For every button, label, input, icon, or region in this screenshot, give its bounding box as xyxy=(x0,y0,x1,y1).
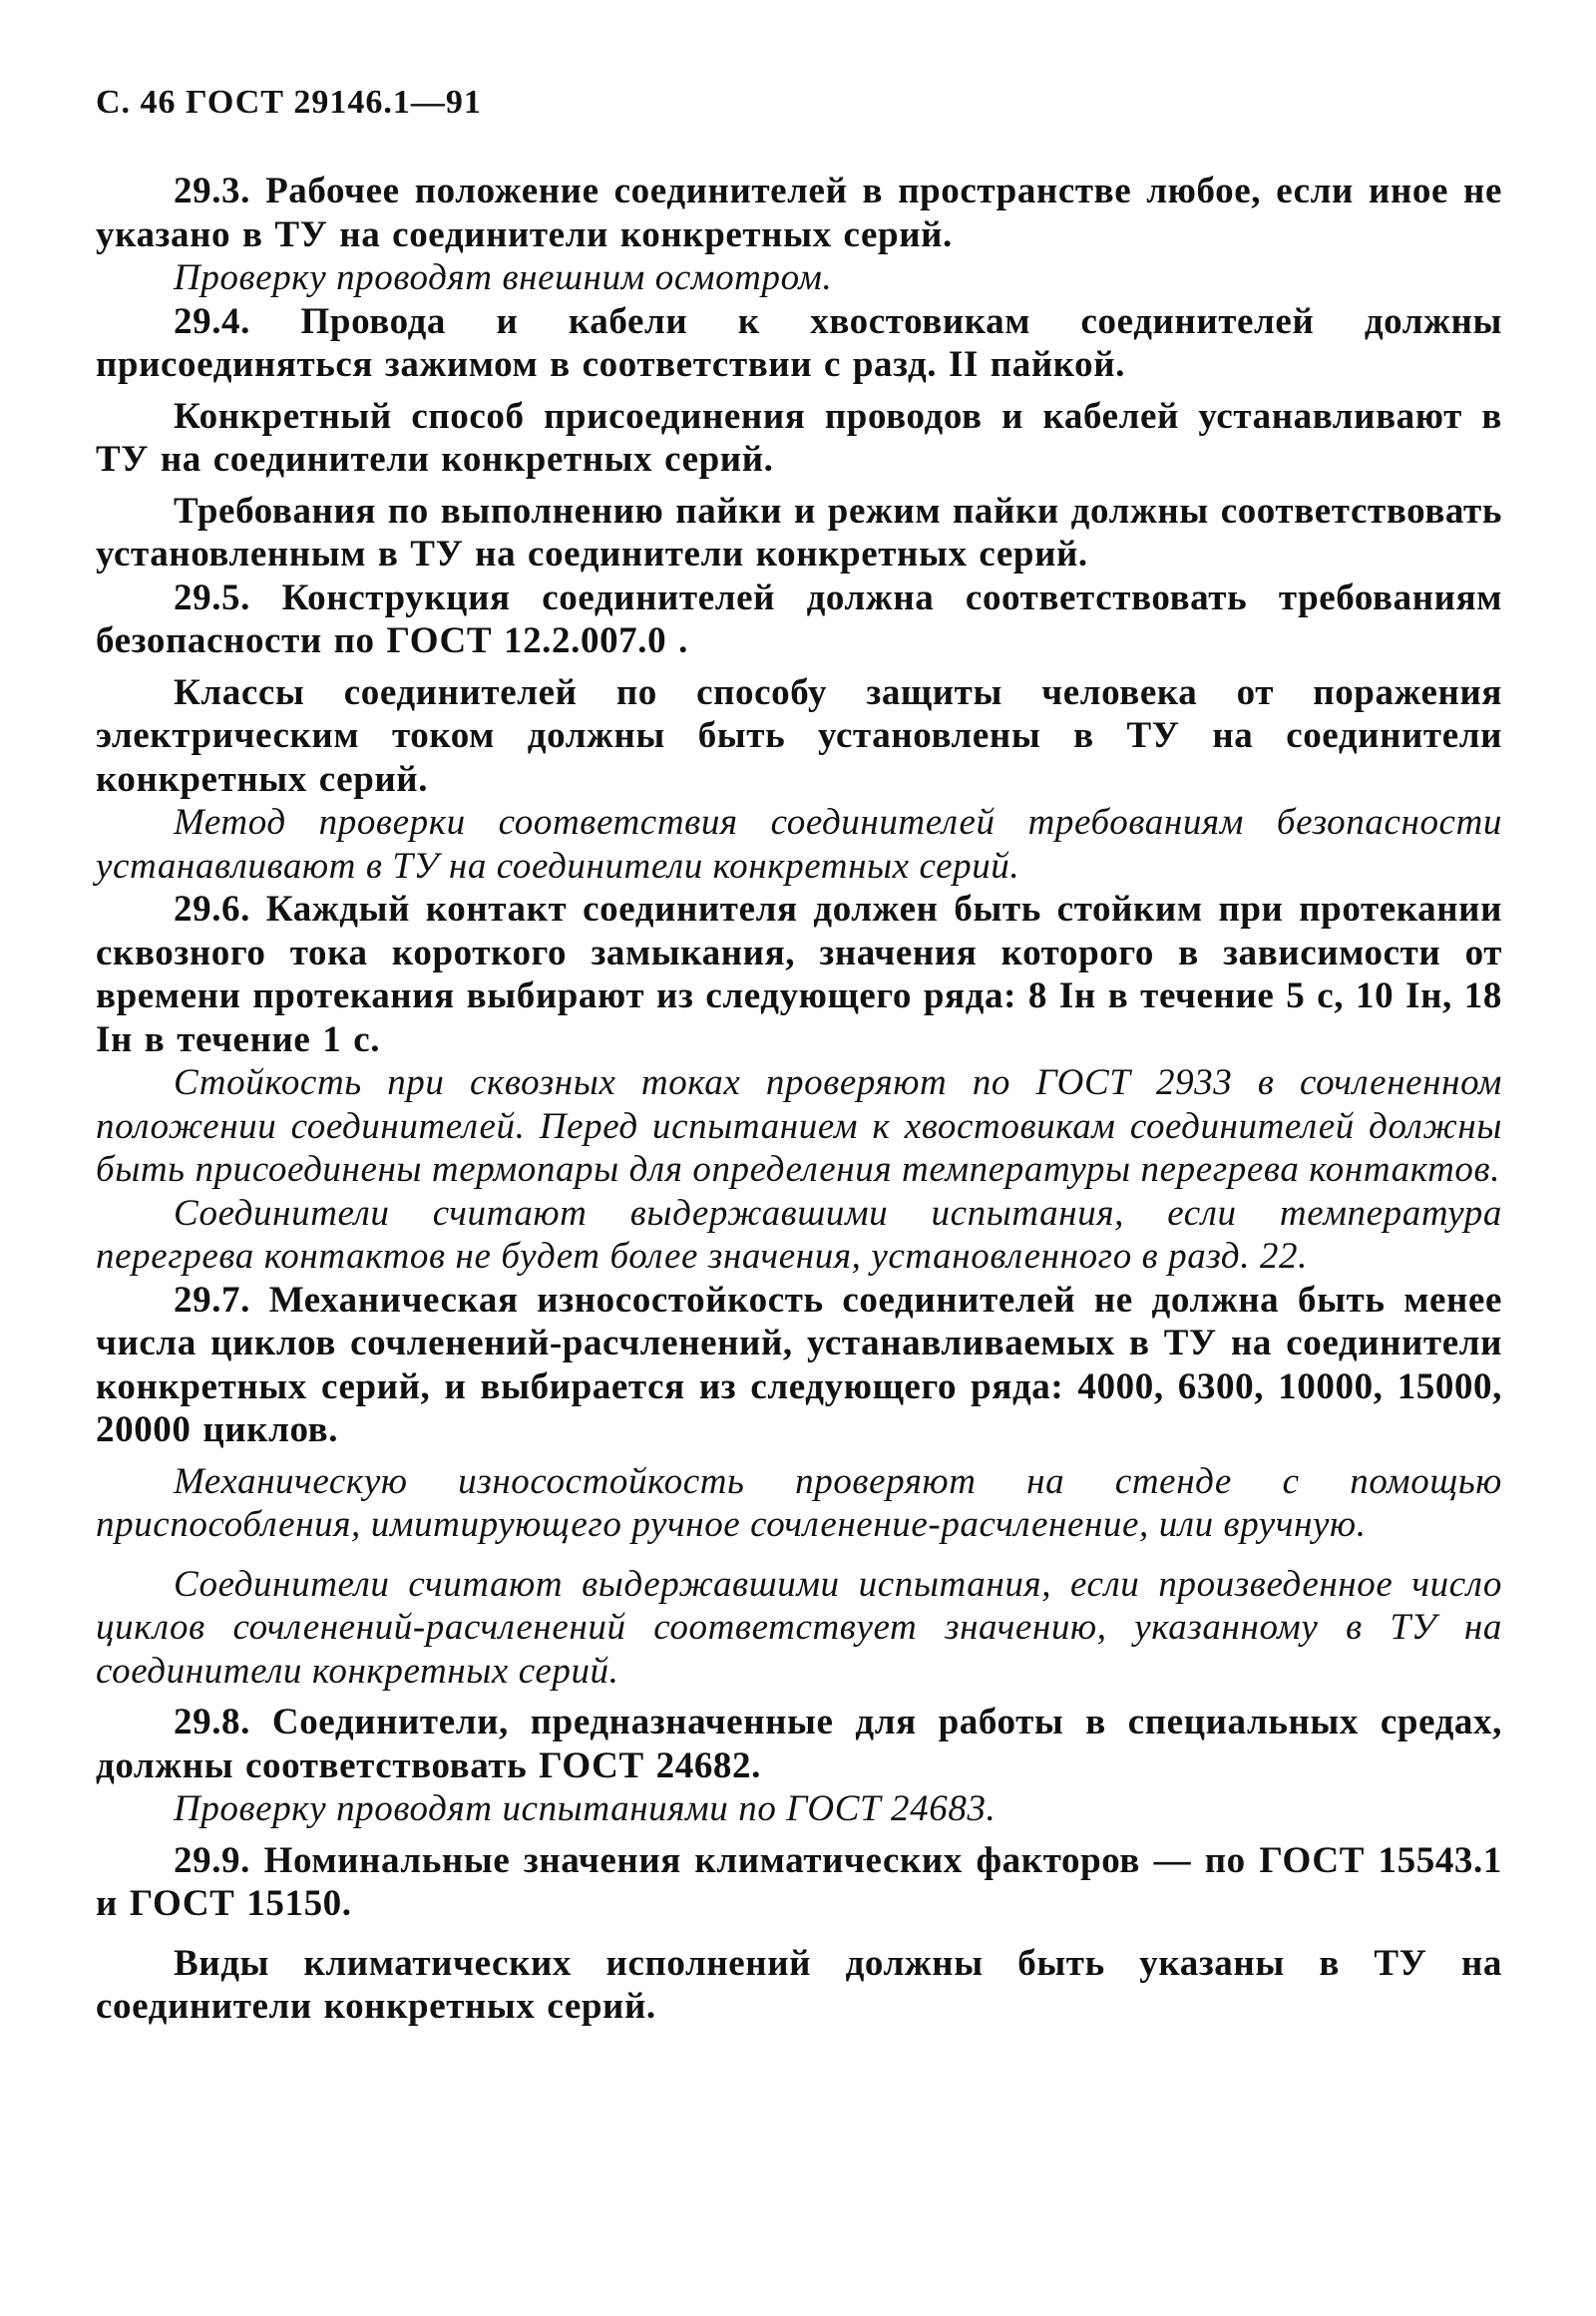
paragraph-29-5: 29.5. Конструкция соединителей должна соответствовать требованиям безопасности по ГОСТ 12.2.007.0 . xyxy=(96,577,1502,661)
paragraph-29-8-check: Проверку проводят испытаниями по ГОСТ 24683. xyxy=(174,1788,997,1829)
paragraph-29-3: 29.3. Рабочее положение соединителей в пространстве любое, если иное не указано в ТУ на соединители конкретных серий. xyxy=(96,171,1502,255)
page-header: С. 46 ГОСТ 29146.1—91 xyxy=(96,84,482,121)
paragraph-29-6: 29.6. Каждый контакт соединителя должен быть стойким при протекании сквозного тока короткого замыкания, значения которого в зависимости от времени протекания выбирают из следующего ряда: 8 Iн в течение 5 с, 10 Iн, 18 Iн в течение 1 с. xyxy=(96,889,1502,1060)
paragraph-29-4: 29.4. Провода и кабели к хвостовикам соединителей должны присоединяться зажимом в соответствии с разд. II пайкой. xyxy=(96,300,1502,385)
paragraph-29-7: 29.7. Механическая износостойкость соединителей не должна быть менее числа циклов сочленений-расчленений, устанавливаемых в ТУ на соединители конкретных серий, и выбирается из следующего ряда: 4000, 6300, 10000, 15000, 20000 циклов. xyxy=(96,1279,1502,1450)
paragraph-29-8: 29.8. Соединители, предназначенные для работы в специальных средах, должны соответствовать ГОСТ 24682. xyxy=(96,1702,1502,1786)
paragraph-29-6-criteria: Соединители считают выдержавшими испытания, если температура перегрева контактов не будет более значения, установленного в разд. 22. xyxy=(96,1192,1502,1277)
document-page xyxy=(96,84,1502,2029)
paragraph-29-7-check: Механическую износостойкость проверяют на стенде с помощью приспособления, имитирующего ручное сочленение-расчленение, или вручную. xyxy=(96,1460,1502,1545)
paragraph-29-7-criteria: Соединители считают выдержавшими испытания, если произведенное число циклов сочленений-расчленений соответствует значению, указанному в ТУ на соединители конкретных серий. xyxy=(96,1563,1502,1692)
paragraph-29-5-check: Метод проверки соответствия соединителей требованиям безопасности устанавливают в ТУ на соединители конкретных серий. xyxy=(96,802,1502,887)
paragraph-29-4-method: Конкретный способ присоединения проводов и кабелей устанавливают в ТУ на соединители конкретных серий. xyxy=(96,395,1502,480)
paragraph-29-6-check: Стойкость при сквозных токах проверяют по ГОСТ 2933 в сочлененном положении соединителей. Перед испытанием к хвостовикам соединителей должны быть присоединены термопары для определения температуры перегрева контактов. xyxy=(96,1062,1502,1190)
paragraph-29-4-soldering: Требования по выполнению пайки и режим пайки должны соответствовать установленным в ТУ на соединители конкретных серий. xyxy=(96,490,1502,575)
paragraph-29-9: 29.9. Номинальные значения климатических факторов — по ГОСТ 15543.1 и ГОСТ 15150. xyxy=(96,1839,1502,1924)
paragraph-29-9-climatic: Виды климатических исполнений должны быть указаны в ТУ на соединители конкретных серий. xyxy=(96,1942,1502,2027)
paragraph-29-5-classes: Классы соединителей по способу защиты человека от поражения электрическим током должны быть установлены в ТУ на соединители конкретных серий. xyxy=(96,671,1502,800)
paragraph-29-3-check: Проверку проводят внешним осмотром. xyxy=(174,257,833,298)
